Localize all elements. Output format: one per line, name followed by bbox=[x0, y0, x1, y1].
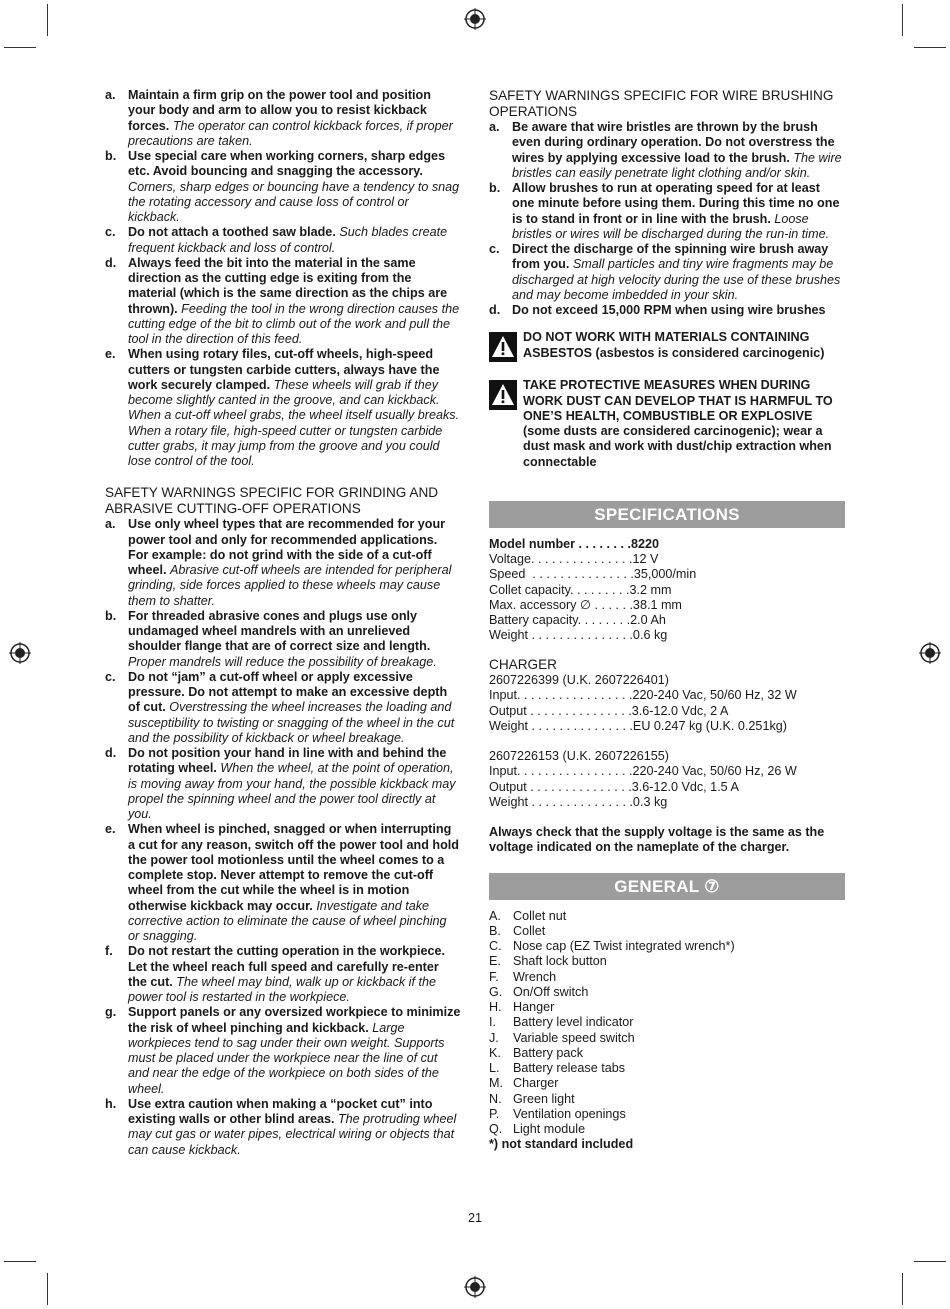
list-item: a. Be aware that wire bristles are thrown by the brush even during ordinary operation. Do not overstress the wires by applying excessive load to the brush. The wire bristles can easily penetrate light clothing and/or skin. bbox=[489, 120, 842, 180]
registration-mark-icon bbox=[919, 642, 941, 664]
crop-mark bbox=[902, 4, 903, 36]
list-item: K. Battery pack bbox=[489, 1045, 583, 1060]
spec-row: Output . . . . . . . . . . . . . . .3.6-12.0 Vdc, 1.5 A bbox=[489, 779, 739, 794]
crop-mark bbox=[47, 1273, 48, 1305]
dust-warning bbox=[489, 378, 845, 470]
spec-row: Weight . . . . . . . . . . . . . . .0.3 kg bbox=[489, 794, 668, 809]
spec-row: Speed . . . . . . . . . . . . . . .35,000/min bbox=[489, 567, 697, 582]
list-item: g. Support panels or any oversized workpiece to minimize the risk of wheel pinching and kickback. Large workpieces tend to sag under their own weight. Supports must be placed under the workpiece near the line of cut and near the edge of the workpiece on both sides of the wheel. bbox=[105, 1005, 461, 1096]
spec-row: Input. . . . . . . . . . . . . . . . .220-240 Vac, 50/60 Hz, 32 W bbox=[489, 688, 797, 703]
spec-row: Max. accessory ∅ . . . . . .38.1 mm bbox=[489, 597, 682, 612]
list-item: A. Collet nut bbox=[489, 908, 567, 923]
list-item: b. Allow brushes to run at operating speed for at least one minute before using them. During this time no one is to stand in front or in line with the brush. Loose bristles or wires will be discharged during the run-in time. bbox=[489, 181, 840, 241]
list-item: N. Green light bbox=[489, 1091, 575, 1106]
wire-brushing-warnings-list bbox=[489, 120, 845, 318]
spec-row: 2607226153 (U.K. 2607226155) bbox=[489, 749, 669, 763]
list-item: c. Direct the discharge of the spinning wire brush away from you. Small particles and tiny wire fragments may be discharged at high velocity during the use of these brushes and may become imbedded in your skin. bbox=[489, 242, 841, 302]
crop-mark bbox=[914, 47, 946, 48]
crop-mark bbox=[4, 1261, 36, 1262]
section-title-grinding: SAFETY WARNINGS SPECIFIC FOR GRINDING AND ABRASIVE CUTTING-OFF OPERATIONS bbox=[105, 485, 439, 516]
warning-text: TAKE PROTECTIVE MEASURES WHEN DURING WORK DUST CAN DEVELOP THAT IS HARMFUL TO ONE’S HEALTH, COMBUSTIBLE OR EXPLOSIVE (some dusts are considered carcinogenic); wear a dust mask and work with dust/chip extraction when connectable bbox=[523, 378, 833, 469]
right-column bbox=[489, 88, 845, 1153]
list-item: F. Wrench bbox=[489, 969, 557, 984]
charger-spec-list-2 bbox=[489, 749, 845, 810]
crop-mark bbox=[47, 4, 48, 36]
left-column bbox=[105, 88, 461, 1158]
list-item: a. Use only wheel types that are recommended for your power tool and only for recommended applications. For example: do not grind with the side of a cut-off wheel. Abrasive cut-off wheels are intended for peripheral grinding, side forces applied to these wheels may cause them to shatter. bbox=[105, 517, 452, 608]
general-banner: GENERAL ⑦ bbox=[489, 873, 845, 900]
model-number-row: Model number . . . . . . . .8220 bbox=[489, 536, 660, 551]
crop-mark bbox=[902, 1273, 903, 1305]
spec-row: Voltage. . . . . . . . . . . . . . .12 V bbox=[489, 552, 659, 566]
spec-row: Output . . . . . . . . . . . . . . .3.6-12.0 Vdc, 2 A bbox=[489, 703, 729, 718]
spec-row: Weight . . . . . . . . . . . . . . .EU 0.247 kg (U.K. 0.251kg) bbox=[489, 718, 787, 733]
list-item: Q. Light module bbox=[489, 1122, 586, 1136]
grinding-warnings-list bbox=[105, 517, 461, 1158]
list-item: d. Do not exceed 15,000 RPM when using wire brushes bbox=[489, 303, 826, 317]
spec-row: 2607226399 (U.K. 2607226401) bbox=[489, 673, 669, 687]
list-item: C. Nose cap (EZ Twist integrated wrench*) bbox=[489, 939, 735, 953]
general-parts-list bbox=[489, 909, 845, 1153]
list-item: B. Collet bbox=[489, 923, 546, 938]
list-item: f. Do not restart the cutting operation in the workpiece. Let the wheel reach full speed and carefully re-enter the cut. The wheel may bind, walk up or kickback if the power tool is restarted in the workpiece. bbox=[105, 944, 445, 1004]
kickback-warnings-list bbox=[105, 88, 461, 469]
voltage-note: Always check that the supply voltage is the same as the voltage indicated on the nameplate of the charger. bbox=[489, 825, 825, 855]
list-item: h. Use extra caution when making a “pocket cut” into existing walls or other blind areas. The protruding wheel may cut gas or water pipes, electrical wiring or objects that can cause kickback. bbox=[105, 1096, 457, 1157]
section-title-wire-brushing: SAFETY WARNINGS SPECIFIC FOR WIRE BRUSHING OPERATIONS bbox=[489, 88, 834, 119]
list-item: L. Battery release tabs bbox=[489, 1061, 626, 1075]
list-item: d. Do not position your hand in line with and behind the rotating wheel. When the wheel, at the point of operation, is moving away from your hand, the possible kickback may propel the spinning wheel and the power tool directly at you. bbox=[105, 746, 456, 821]
list-item: M. Charger bbox=[489, 1076, 559, 1091]
registration-mark-icon bbox=[464, 1276, 486, 1298]
specifications-banner: SPECIFICATIONS bbox=[489, 501, 845, 528]
spec-row: Weight . . . . . . . . . . . . . . .0.6 kg bbox=[489, 628, 668, 643]
footnote: *) not standard included bbox=[489, 1137, 634, 1152]
list-item: a. Maintain a firm grip on the power tool and position your body and arm to allow you to resist kickback forces. The operator can control kickback forces, if proper precautions are taken. bbox=[105, 88, 453, 148]
spec-row: Input. . . . . . . . . . . . . . . . .220-240 Vac, 50/60 Hz, 26 W bbox=[489, 764, 797, 779]
charger-title: CHARGER bbox=[489, 656, 557, 672]
crop-mark bbox=[914, 1261, 946, 1262]
spec-row: Collet capacity. . . . . . . . .3.2 mm bbox=[489, 582, 672, 597]
warning-triangle-icon bbox=[489, 380, 517, 410]
charger-spec-list-1 bbox=[489, 673, 845, 734]
list-item: I. Battery level indicator bbox=[489, 1015, 634, 1030]
list-item: G. On/Off switch bbox=[489, 984, 589, 999]
list-item: H. Hanger bbox=[489, 1000, 555, 1014]
list-item: P. Ventilation openings bbox=[489, 1106, 626, 1121]
list-item: c. Do not “jam” a cut-off wheel or apply excessive pressure. Do not attempt to make an excessive depth of cut. Overstressing the wheel increases the loading and susceptibility to twisting or snagging of the wheel in the cut and the possibility of kickback or wheel breakage. bbox=[105, 669, 455, 745]
registration-mark-icon bbox=[464, 8, 486, 30]
list-item: E. Shaft lock button bbox=[489, 954, 607, 969]
asbestos-warning bbox=[489, 330, 845, 362]
list-item: d. Always feed the bit into the material in the same direction as the cutting edge is exiting from the material (which is the same direction as the chips are thrown). Feeding the tool in the wrong direction causes the cutting edge of the bit to climb out of the work and pull the tool in the direction of this feed. bbox=[105, 255, 460, 346]
list-item: c. Do not attach a toothed saw blade. Such blades create frequent kickback and loss of control. bbox=[105, 225, 448, 255]
list-item: b. Use special care when working corners, sharp edges etc. Avoid bouncing and snagging the accessory. Corners, sharp edges or bouncing have a tendency to snag the rotating accessory and cause loss of control or kickback. bbox=[105, 149, 460, 224]
page-number: 21 bbox=[467, 1211, 482, 1225]
specifications-list bbox=[489, 537, 845, 644]
crop-mark bbox=[4, 47, 36, 48]
list-item: e. When using rotary files, cut-off wheels, high-speed cutters or tungsten carbide cutters, always have the work securely clamped. These wheels will grab if they become slightly canted in the groove, and can kickback. When a cut-off wheel grabs, the wheel itself usually breaks. When a rotary file, high-speed cutter or tungsten carbide cutter grabs, it may jump from the groove and you could lose control of the tool. bbox=[105, 347, 460, 468]
warning-text: DO NOT WORK WITH MATERIALS CONTAINING ASBESTOS (asbestos is considered carcinogenic) bbox=[523, 330, 825, 360]
list-item: e. When wheel is pinched, snagged or when interrupting a cut for any reason, switch off the power tool and hold the power tool motionless until the wheel comes to a complete stop. Never attempt to remove the cut-off wheel from the cut while the wheel is in motion otherwise kickback may occur. Investigate and take corrective action to eliminate the cause of wheel pinching or snagging. bbox=[105, 822, 459, 943]
spec-row: Battery capacity. . . . . . . .2.0 Ah bbox=[489, 613, 666, 627]
list-item: b. For threaded abrasive cones and plugs use only undamaged wheel mandrels with an unrelieved shoulder flange that are of correct size and length. Proper mandrels will reduce the possibility of breakage. bbox=[105, 608, 437, 669]
warning-triangle-icon bbox=[489, 332, 517, 362]
registration-mark-icon bbox=[9, 642, 31, 664]
list-item: J. Variable speed switch bbox=[489, 1030, 635, 1045]
